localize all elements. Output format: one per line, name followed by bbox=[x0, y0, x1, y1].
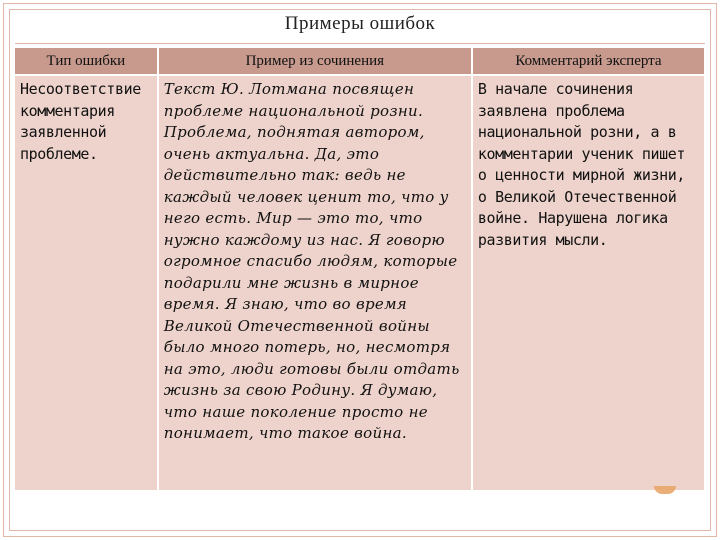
table-row bbox=[14, 75, 705, 491]
header-error-type: Тип ошибки bbox=[14, 47, 158, 75]
essay-example-cell: Текст Ю. Лотмана посвящен проблеме национальной розни. Проблема, поднятая автором, очень актуальна. Да, это действительно так: ведь не каждый человек ценит то, что у него есть. Мир — это то, что нужно каждому из нас. Я говорю огромное спасибо людям, которые подарили мне жизнь в мирное время. Я знаю, что во время Великой Отечественной войны было много потерь, но, несмотря на это, люди готовы были отдать жизнь за свою Родину. Я думаю, что наше поколение просто не понимает, что такое война. bbox=[158, 75, 472, 491]
error-type-cell: Несоответствие комментария заявленной проблеме. bbox=[14, 75, 158, 491]
expert-comment-cell: В начале сочинения заявлена проблема национальной розни, а в комментарии ученик пишет о ценности мирной жизни, о Великой Отечественной войне. Нарушена логика развития мысли. bbox=[472, 75, 705, 491]
header-expert-comment: Комментарий эксперта bbox=[472, 47, 705, 75]
table-header-row bbox=[14, 47, 705, 75]
slide-title: Примеры ошибок bbox=[284, 13, 436, 34]
errors-table bbox=[13, 46, 706, 492]
title-divider bbox=[15, 43, 705, 44]
header-example: Пример из сочинения bbox=[158, 47, 472, 75]
